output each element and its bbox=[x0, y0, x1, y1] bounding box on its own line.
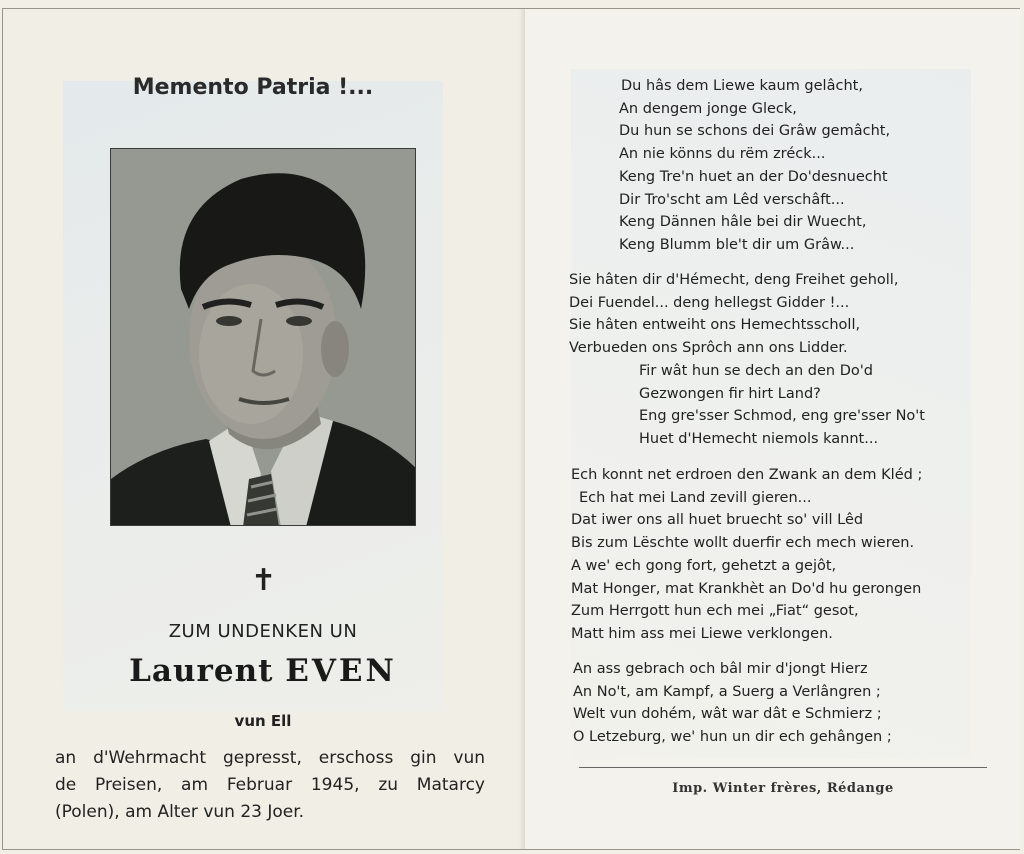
poem-line: Keng Dännen hâle bei dir Wuecht, bbox=[619, 214, 867, 231]
poem-line: Verbueden ons Sprôch ann ons Lidder. bbox=[569, 340, 848, 357]
poem-line: Keng Blumm ble't dir um Grâw... bbox=[619, 236, 855, 253]
poem-line: An ass gebrach och bâl mir d'jongt Hierz bbox=[573, 661, 868, 677]
poem-stanza-1 bbox=[525, 75, 1021, 257]
deceased-name bbox=[43, 653, 483, 689]
poem-line: Zum Herrgott hun ech mei „Fiat“ gesot, bbox=[571, 603, 859, 620]
bio-line: de Preisen, am Februar 1945, zu Matarcy bbox=[55, 775, 485, 795]
poem-stanza-5 bbox=[525, 658, 1021, 749]
card-heading: Memento Patria !... bbox=[132, 75, 374, 100]
origin-line: vun Ell bbox=[234, 712, 292, 730]
poem-line: O Letzeburg, we' hun un dir ech gehângen ; bbox=[573, 729, 892, 746]
poem-line: An dengem jonge Gleck, bbox=[619, 100, 797, 117]
poem-line: An No't, am Kampf, a Suerg a Verlângren ; bbox=[573, 683, 881, 700]
right-page bbox=[525, 9, 1021, 849]
bio-line: (Polen), am Alter vun 23 Joer. bbox=[55, 802, 305, 822]
poem-line: Eng gre'sser Schmod, eng gre'sser No't bbox=[639, 408, 925, 425]
left-page bbox=[3, 9, 525, 849]
biography bbox=[55, 745, 485, 826]
bio-line: an d'Wehrmacht gepresst, erschoss gin vun bbox=[55, 748, 485, 768]
poem-line: Du hâs dem Liewe kaum gelâcht, bbox=[621, 78, 863, 94]
printer-imprint: Imp. Winter frères, Rédange bbox=[672, 781, 894, 796]
first-name: Laurent bbox=[129, 653, 274, 689]
poem-line: Keng Tre'n huet an der Do'desnuecht bbox=[619, 168, 888, 185]
poem-line: Welt vun dohém, wât war dât e Schmierz ; bbox=[573, 706, 882, 723]
poem-line: Dir Tro'scht am Lêd verschâft... bbox=[619, 191, 845, 208]
poem-line: Ech konnt net erdroen den Zwank an dem Kléd ; bbox=[571, 467, 923, 483]
cross-icon: ✝ bbox=[251, 563, 277, 598]
poem-stanza-3 bbox=[525, 360, 1021, 451]
divider bbox=[579, 767, 987, 768]
poem-line: Du hun se schons dei Grâw gemâcht, bbox=[619, 123, 891, 140]
poem-line: Sie hâten dir d'Hémecht, deng Freihet geholl, bbox=[569, 272, 899, 288]
poem-line: Huet d'Hemecht niemols kannt... bbox=[639, 431, 879, 448]
portrait-photo bbox=[110, 148, 416, 526]
last-name: EVEN bbox=[285, 653, 397, 689]
poem-line: Sie hâten entweiht ons Hemechtsscholl, bbox=[569, 317, 861, 334]
poem-line: Mat Honger, mat Krankhèt an Do'd hu gerongen bbox=[571, 580, 922, 597]
poem-line: Ech hat mei Land zevill gieren... bbox=[579, 489, 812, 506]
poem-line: An nie könns du rëm zréck... bbox=[619, 146, 826, 163]
poem bbox=[525, 9, 1021, 849]
poem-stanza-2 bbox=[525, 269, 1021, 360]
poem-line: Fir wât hun se dech an den Do'd bbox=[639, 363, 873, 379]
poem-line: Bis zum Lëschte wollt duerfir ech mech wieren. bbox=[571, 535, 915, 552]
poem-line: Matt him ass mei Liewe verklongen. bbox=[571, 625, 833, 642]
poem-line: Dei Fuendel... deng hellegst Gidder !... bbox=[569, 294, 850, 311]
poem-line: Dat iwer ons all huet bruecht so' vill Lêd bbox=[571, 512, 864, 529]
poem-stanza-4 bbox=[525, 464, 1021, 646]
memorial-card bbox=[2, 8, 1020, 850]
poem-line: A we' ech gong fort, gehetzt a gejôt, bbox=[571, 557, 837, 574]
dedication-line: ZUM UNDENKEN UN bbox=[168, 621, 358, 642]
poem-line: Gezwongen fir hirt Land? bbox=[639, 385, 821, 402]
